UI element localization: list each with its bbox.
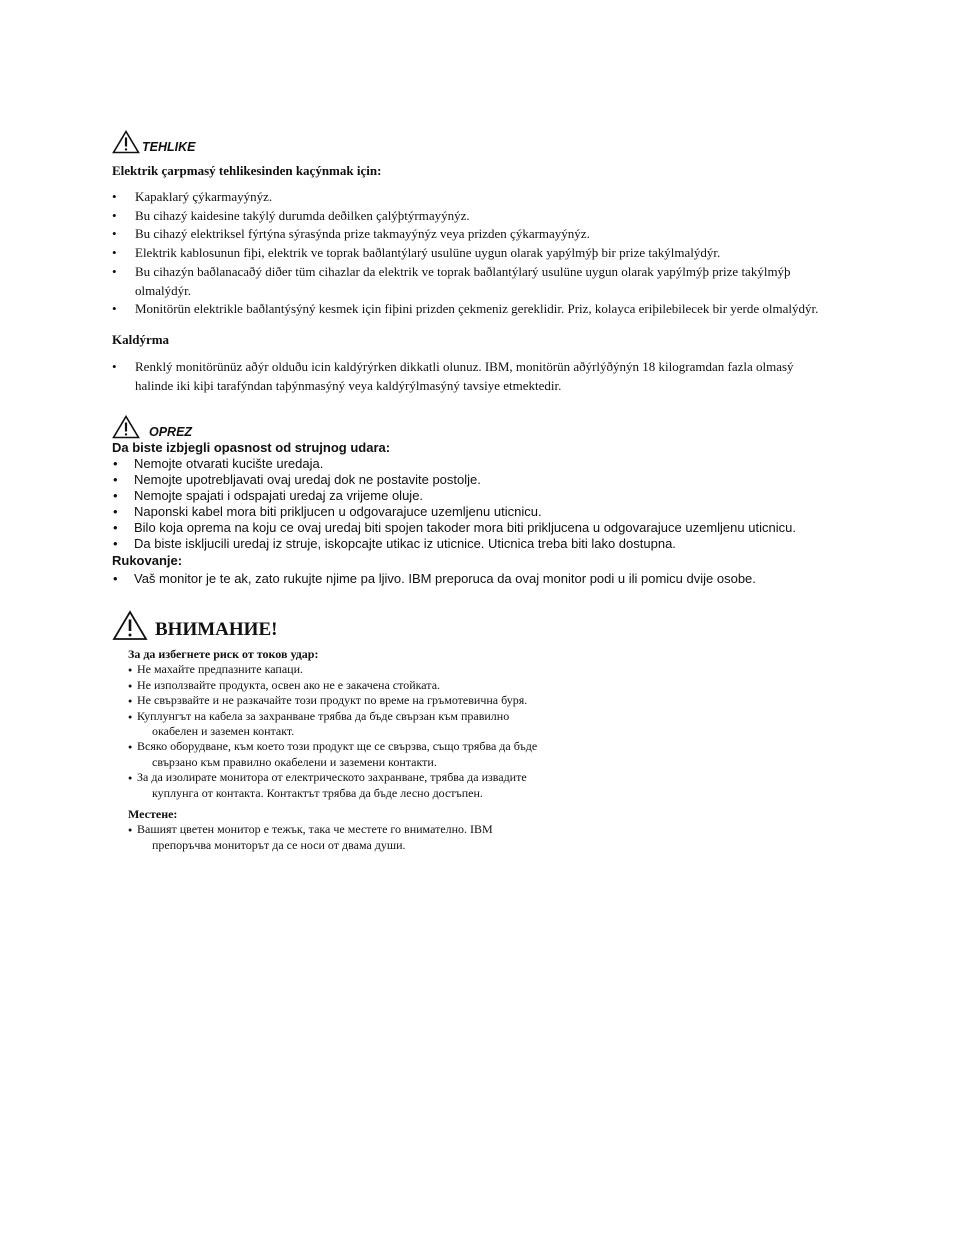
list-item: • Nemojte spajati i odspajati uredaj za vrijeme oluje. xyxy=(112,488,842,504)
list-item: • Vaš monitor je te ak, zato rukujte njime pa ljivo. IBM preporuca da ovaj monitor podi u ili pomicu dvije osobe. xyxy=(112,571,842,587)
list-item: • Kapaklarý çýkarmayýnýz. xyxy=(112,188,832,207)
bullet-list xyxy=(112,456,842,552)
section-subheading: Kaldýrma xyxy=(112,331,170,347)
section-subheading: Местене: xyxy=(128,807,178,822)
bullet-list xyxy=(112,571,842,587)
bullet-list xyxy=(112,662,542,801)
list-item: • Renklý monitörünüz aðýr olduðu icin kaldýrýrken dikkatli olunuz. IBM, monitörün aðýrlýðýnýn 18 kilogramdan fazla olmasý halinde iki kiþi tarafýndan taþýnmasýný veya kaldýrýlmasýný tavsiye etmektedir. xyxy=(112,357,832,396)
bullet-list xyxy=(112,822,542,853)
list-item: • Da biste iskljucili uredaj iz struje, iskopcajte utikac iz uticnice. Uticnica treba biti lako dostupna. xyxy=(112,536,842,552)
list-item-text: Не махайте предпазните капаци. xyxy=(137,662,303,677)
warning-triangle-icon xyxy=(112,415,140,439)
turkish-warning-header xyxy=(112,130,832,154)
list-item: • Monitörün elektrikle baðlantýsýný kesmek için fiþini prizden çekmeniz gereklidir. Priz, kolayca eriþilebilecek bir yerde olmalýdýr. xyxy=(112,300,832,319)
list-item: • Nemojte upotrebljavati ovaj uredaj dok ne postavite postolje. xyxy=(112,472,842,488)
list-item-text: Не използвайте продукта, освен ако не е закачена стойката. xyxy=(137,677,441,692)
list-item xyxy=(128,709,542,740)
warning-title: TEHLIKE xyxy=(142,140,196,154)
list-item: • Nemojte otvarati kucište uredaja. xyxy=(112,456,842,472)
list-item: • Elektrik kablosunun fiþi, elektrik ve toprak baðlantýlarý usulüne uygun olarak yapýlmýþ bir prize takýlmalýdýr. xyxy=(112,244,832,263)
warning-title: OPREZ xyxy=(149,425,193,439)
list-item-text: За да изолирате монитора от електрическото захранване, трябва да извадите куплунга от контакта. Контактът трябва да бъде лесно достъпен. xyxy=(137,770,527,800)
section-heading: Da biste izbjegli opasnost od strujnog udara: xyxy=(112,440,391,455)
section-heading: Elektrik çarpmasý tehlikesinden kaçýnmak için: xyxy=(112,163,382,178)
warning-triangle-icon xyxy=(112,610,148,641)
list-item: • Bilo koja oprema na koju ce ovaj uredaj biti spojen takoder mora biti prikljucena u odgovarajuce uzemljenu uticnicu. xyxy=(112,520,842,536)
bullet-list xyxy=(112,357,832,396)
warning-triangle-icon xyxy=(112,130,140,154)
croatian-caution-section xyxy=(112,415,842,587)
list-item-text: Всяко оборудване, към което този продукт ще се свързва, също трябва да бъде свързано към правилно окабелени и заземени контакти. xyxy=(137,739,538,769)
list-item-text: Куплунгът на кабела за захранване трябва да бъде свързан към правилно окабелен и заземен контакт. xyxy=(137,708,510,739)
list-item xyxy=(128,770,542,801)
list-item-text: Не свързвайте и не разкачайте този продукт по време на гръмотевична буря. xyxy=(137,693,528,708)
list-item: • Naponski kabel mora biti prikljucen u odgovarajuce uzemljenu uticnicu. xyxy=(112,504,842,520)
list-item xyxy=(128,822,542,853)
list-item xyxy=(128,662,542,677)
list-item-text: Вашият цветен монитор е тежък, така че местете го внимателно. IBM препоръчва мониторът да се носи от двама души. xyxy=(137,822,493,852)
list-item xyxy=(128,693,542,708)
list-item xyxy=(128,678,542,693)
croatian-warning-header xyxy=(112,415,842,439)
bulgarian-caution-section xyxy=(112,610,542,853)
bulgarian-warning-header xyxy=(112,610,542,641)
list-item: • Bu cihazý elektriksel fýrtýna sýrasýnda prize takmayýnýz veya prizden çýkarmayýnýz. xyxy=(112,225,832,244)
turkish-caution-section xyxy=(112,130,832,396)
warning-title: ВНИМАНИЕ! xyxy=(155,619,278,640)
section-subheading: Rukovanje: xyxy=(112,553,183,568)
section-heading: За да избегнете риск от токов удар: xyxy=(128,647,319,661)
list-item: • Bu cihazý kaidesine takýlý durumda deðilken çalýþtýrmayýnýz. xyxy=(112,207,832,226)
list-item xyxy=(128,739,542,770)
bullet-list xyxy=(112,188,832,319)
list-item: • Bu cihazýn baðlanacaðý diðer tüm cihazlar da elektrik ve toprak baðlantýlarý usulüne uygun olarak yapýlmýþ prize takýlmýþ olmalýdýr. xyxy=(112,263,832,300)
